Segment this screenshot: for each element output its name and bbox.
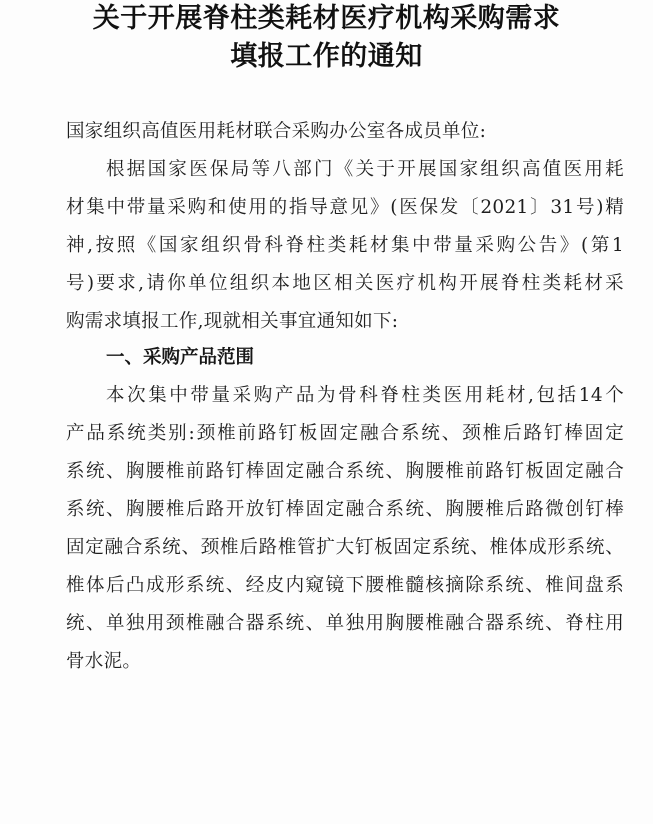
paragraph-2-line-3: 系统、胸腰椎前路钉棒固定融合系统、胸腰椎前路钉板固定融合 (66, 461, 624, 482)
salutation: 国家组织高值医用耗材联合采购办公室各成员单位: (66, 121, 487, 142)
paragraph-2-line-5: 固定融合系统、颈椎后路椎管扩大钉板固定系统、椎体成形系统、 (66, 537, 624, 558)
paragraph-1-line-4: 号)要求,请你单位组织本地区相关医疗机构开展脊柱类耗材采 (66, 273, 624, 294)
paragraph-2-line-7: 统、单独用颈椎融合器系统、单独用胸腰椎融合器系统、脊柱用 (66, 613, 624, 634)
paragraph-1-line-3: 神,按照《国家组织骨科脊柱类耗材集中带量采购公告》(第1 (66, 235, 624, 256)
paragraph-2-line-1: 本次集中带量采购产品为骨科脊柱类医用耗材,包括14个 (106, 385, 624, 406)
document-title-line-1: 关于开展脊柱类耗材医疗机构采购需求 (92, 3, 561, 34)
paragraph-1-line-1: 根据国家医保局等八部门《关于开展国家组织高值医用耗 (106, 159, 624, 180)
paragraph-2-line-4: 系统、胸腰椎后路开放钉棒固定融合系统、胸腰椎后路微创钉棒 (66, 499, 624, 520)
paragraph-2-line-8: 骨水泥。 (66, 651, 142, 672)
paragraph-2-line-6: 椎体后凸成形系统、经皮内窥镜下腰椎髓核摘除系统、椎间盘系 (66, 575, 624, 596)
paragraph-2-line-2: 产品系统类别:颈椎前路钉板固定融合系统、颈椎后路钉棒固定 (66, 423, 624, 444)
paragraph-1-line-2: 材集中带量采购和使用的指导意见》(医保发〔2021〕31号)精 (66, 197, 624, 218)
paragraph-1-line-5: 购需求填报工作,现就相关事宜通知如下: (66, 311, 399, 332)
section-1-heading: 一、采购产品范围 (106, 347, 255, 368)
document-title-line-2: 填报工作的通知 (230, 41, 423, 72)
